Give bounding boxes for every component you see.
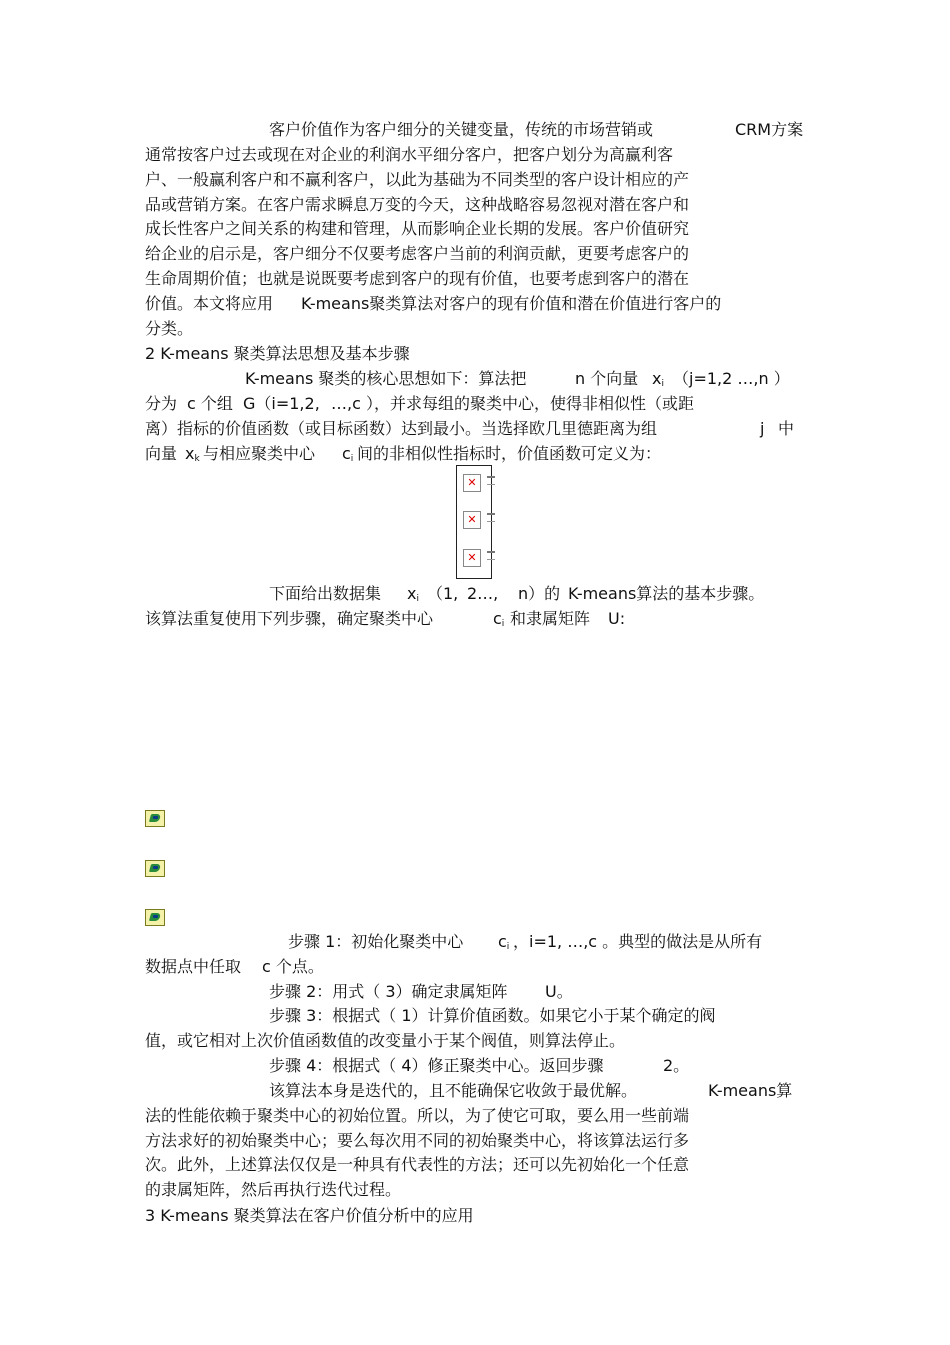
paragraph-line [145, 444, 662, 464]
paragraph-line: 给企业的启示是，客户细分不仅要考虑客户当前的利润贡献，更要考虑客户的 [145, 244, 690, 263]
paragraph-line: 法的性能依赖于聚类中心的初始位置。所以，为了使它可取，要么用一些前端 [145, 1106, 690, 1125]
text-run: 与相应聚类中心 [203, 444, 316, 463]
text-run: 2。 [663, 1056, 690, 1075]
text-run: K-means聚类算法对客户的现有价值和潜在价值进行客户的 [301, 294, 722, 313]
paragraph-line: 户、一般赢利客户和不赢利客户，以此为基础为不同类型的客户设计相应的产 [145, 170, 690, 189]
paragraph-line: 方法求好的初始聚类中心；要么每次用不同的初始聚类中心，将该算法运行多 [145, 1131, 690, 1150]
text-run: 离）指标的价值函数（或目标函数）达到最小。当选择欧几里德距离为组 [145, 419, 658, 438]
text-run: c 个组 [187, 394, 233, 413]
paragraph-line [145, 394, 694, 414]
text-run: j [760, 419, 765, 438]
paragraph-line: 的隶属矩阵，然后再执行迭代过程。 [145, 1180, 402, 1199]
text-run: CRM方案 [735, 120, 804, 139]
text-run: 数据点中任取 [145, 957, 242, 976]
broken-image-icon [463, 511, 481, 529]
text-run: $x_i$ [652, 369, 664, 389]
paragraph-line [145, 957, 324, 977]
text-run: 中 [778, 419, 795, 438]
text-run: $x_k$ [185, 444, 200, 464]
paragraph-line: 分类。 [145, 319, 194, 338]
text-run: 该算法重复使用下列步骤，确定聚类中心 [145, 609, 434, 628]
text-run: G（i=1,2, [243, 394, 320, 413]
paragraph-line: 通常按客户过去或现在对企业的利润水平细分客户，把客户划分为高赢利客 [145, 145, 674, 164]
paragraph-line [145, 294, 722, 314]
paragraph-line: 生命周期价值；也就是说既要考虑到客户的现有价值，也要考虑到客户的潜在 [145, 269, 690, 288]
text-run: 步骤 3：根据式（ 1）计算价值函数。如果它小于某个确定的阀 [269, 1006, 716, 1025]
text-run: $c_i$ [342, 444, 354, 464]
text-run: n 个向量 [575, 369, 639, 388]
embedded-object-icon[interactable] [145, 909, 165, 926]
paragraph-line [145, 419, 795, 439]
image-fragment-icon [487, 513, 495, 522]
embedded-object-icon[interactable] [145, 810, 165, 827]
text-run: K-means算法的基本步骤。 [568, 584, 765, 603]
text-run: 2…, [467, 584, 499, 603]
paragraph-line: 品或营销方案。在客户需求瞬息万变的今天，这种战略容易忽视对潜在客户和 [145, 195, 690, 214]
text-run: $c_i$ [493, 609, 505, 629]
text-run: 间的非相似性指标时，价值函数可定义为： [357, 444, 662, 463]
text-run: （1, [427, 584, 459, 603]
formula-image-frame [456, 465, 492, 579]
embedded-object-icon[interactable] [145, 860, 165, 877]
text-run: 下面给出数据集 [269, 584, 382, 603]
section-heading: 2 K-means 聚类算法思想及基本步骤 [145, 344, 410, 363]
text-run: K-means 聚类的核心思想如下：算法把 [245, 369, 527, 388]
text-run: 步骤 4：根据式（ 4）修正聚类中心。返回步骤 [269, 1056, 604, 1075]
image-fragment-icon [487, 551, 495, 560]
text-run: 步骤 2：用式（ 3）确定隶属矩阵 [269, 982, 508, 1001]
broken-image-icon [463, 549, 481, 567]
text-run: 分为 [145, 394, 178, 413]
text-run: 该算法本身是迭代的，且不能确保它收敛于最优解。 [269, 1081, 638, 1100]
text-run: 步骤 1：初始化聚类中心 [288, 932, 464, 951]
text-run: c 个点。 [262, 957, 324, 976]
section-heading: 3 K-means 聚类算法在客户价值分析中的应用 [145, 1206, 474, 1225]
text-run: K-means算 [708, 1081, 793, 1100]
paragraph-line: 次。此外，上述算法仅仅是一种具有代表性的方法；还可以先初始化一个任意 [145, 1155, 690, 1174]
image-fragment-icon [487, 476, 495, 485]
paragraph-line: 值，或它相对上次价值函数值的改变量小于某个阀值，则算法停止。 [145, 1031, 626, 1050]
text-run: 和隶属矩阵 [510, 609, 591, 628]
text-run: 向量 [145, 444, 178, 463]
text-run: （j=1,2 …,n ） [673, 369, 790, 388]
paragraph-line: 成长性客户之间关系的构建和管理，从而影响企业长期的发展。客户价值研究 [145, 219, 690, 238]
text-run: $x_i$ [407, 584, 419, 604]
broken-image-icon [463, 474, 481, 492]
text-run: …,c ），并求每组的聚类中心，使得非相似性（或距 [331, 394, 694, 413]
text-run: 客户价值作为客户细分的关键变量，传统的市场营销或 [269, 120, 654, 139]
text-run: U。 [545, 982, 573, 1001]
paragraph-line [145, 609, 626, 629]
text-run: n）的 [518, 584, 561, 603]
text-run: 价值。本文将应用 [145, 294, 274, 313]
text-run: U: [608, 609, 626, 628]
text-run: ，i=1, …,c 。典型的做法是从所有 [513, 932, 763, 951]
text-run: $c_i$ [498, 932, 510, 952]
